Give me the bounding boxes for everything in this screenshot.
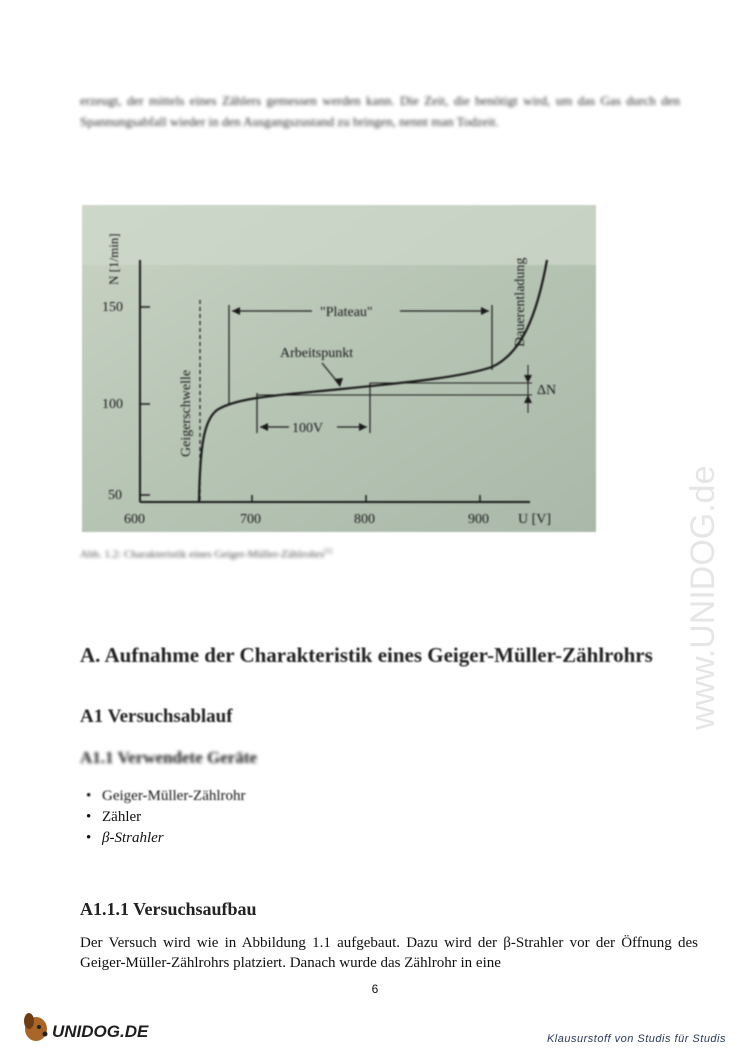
- list-item: [80, 828, 246, 849]
- x-tick-label-900: 900: [468, 512, 489, 527]
- beta-strahler-item: β-Strahler: [102, 830, 164, 846]
- dog-eye-icon: [37, 1025, 41, 1029]
- logo-svg: [22, 1007, 152, 1047]
- page-number: 6: [371, 982, 379, 996]
- watermark-text: www.UNIDOG.de: [684, 465, 722, 730]
- y-tick-label-150: 150: [102, 300, 123, 315]
- figure-characteristic: [82, 205, 596, 532]
- footer-tagline: Klausurstoff von Studis für Studis: [546, 1033, 726, 1045]
- y-axis-label: N [1/min]: [106, 233, 121, 285]
- subsection-heading: A1 Versuchsablauf: [80, 706, 233, 727]
- x-axis-label: U [V]: [518, 512, 552, 527]
- geigerschwelle-label: Geigerschwelle: [179, 369, 194, 457]
- subsubsection-heading: A1.1 Verwendete Geräte: [80, 748, 258, 767]
- figure-caption-text: Abb. 1.2: Charakteristik eines Geiger-Müller-Zählrohrs: [80, 548, 324, 561]
- watermark: [684, 270, 724, 740]
- dog-ear-icon: [24, 1013, 34, 1029]
- list-item: • Geiger-Müller-Zählrohr: [80, 786, 246, 807]
- x-tick-label-800: 800: [354, 512, 375, 527]
- arbeitspunkt-label: Arbeitspunkt: [280, 346, 354, 361]
- figure-top-band: [82, 205, 596, 265]
- versuchsaufbau-heading: A1.1.1 Versuchsaufbau: [80, 899, 257, 919]
- hundred-v-label: 100V: [292, 421, 324, 436]
- list-item: • Zähler: [80, 807, 246, 828]
- section-heading: A. Aufnahme der Charakteristik eines Geiger-Müller-Zählrohrs: [80, 643, 653, 667]
- intro-paragraph: erzeugt, der mittels eines Zählers gemessen werden kann. Die Zeit, die benötigt wird, um das Gas durch den Spannungsabfall wieder in den Ausgangszustand zu bringen, nennt man Todzeit.: [80, 93, 680, 129]
- dog-nose-icon: [43, 1032, 48, 1037]
- x-tick-label-700: 700: [240, 512, 261, 527]
- equipment-list: [80, 786, 246, 849]
- plateau-label: "Plateau": [320, 305, 373, 320]
- unidog-logo: [22, 1007, 152, 1047]
- body-paragraph: Der Versuch wird wie in Abbildung 1.1 aufgebaut. Dazu wird der β-Strahler vor der Öffnung des Geiger-Müller-Zählrohrs platziert. Danach wurde das Zählrohr in eine: [80, 935, 698, 971]
- y-tick-label-100: 100: [102, 397, 123, 412]
- x-tick-label-600: 600: [124, 512, 145, 527]
- figure-caption-ref: [1]: [323, 547, 333, 555]
- figure-caption: [80, 547, 332, 561]
- delta-n-label: ΔN: [537, 383, 557, 398]
- logo-text: UNIDOG.DE: [52, 1022, 149, 1041]
- characteristic-graph: [82, 205, 596, 532]
- watermark-svg: [684, 270, 724, 740]
- y-tick-label-50: 50: [108, 488, 122, 503]
- dauerentladung-label: Dauerentladung: [513, 257, 528, 347]
